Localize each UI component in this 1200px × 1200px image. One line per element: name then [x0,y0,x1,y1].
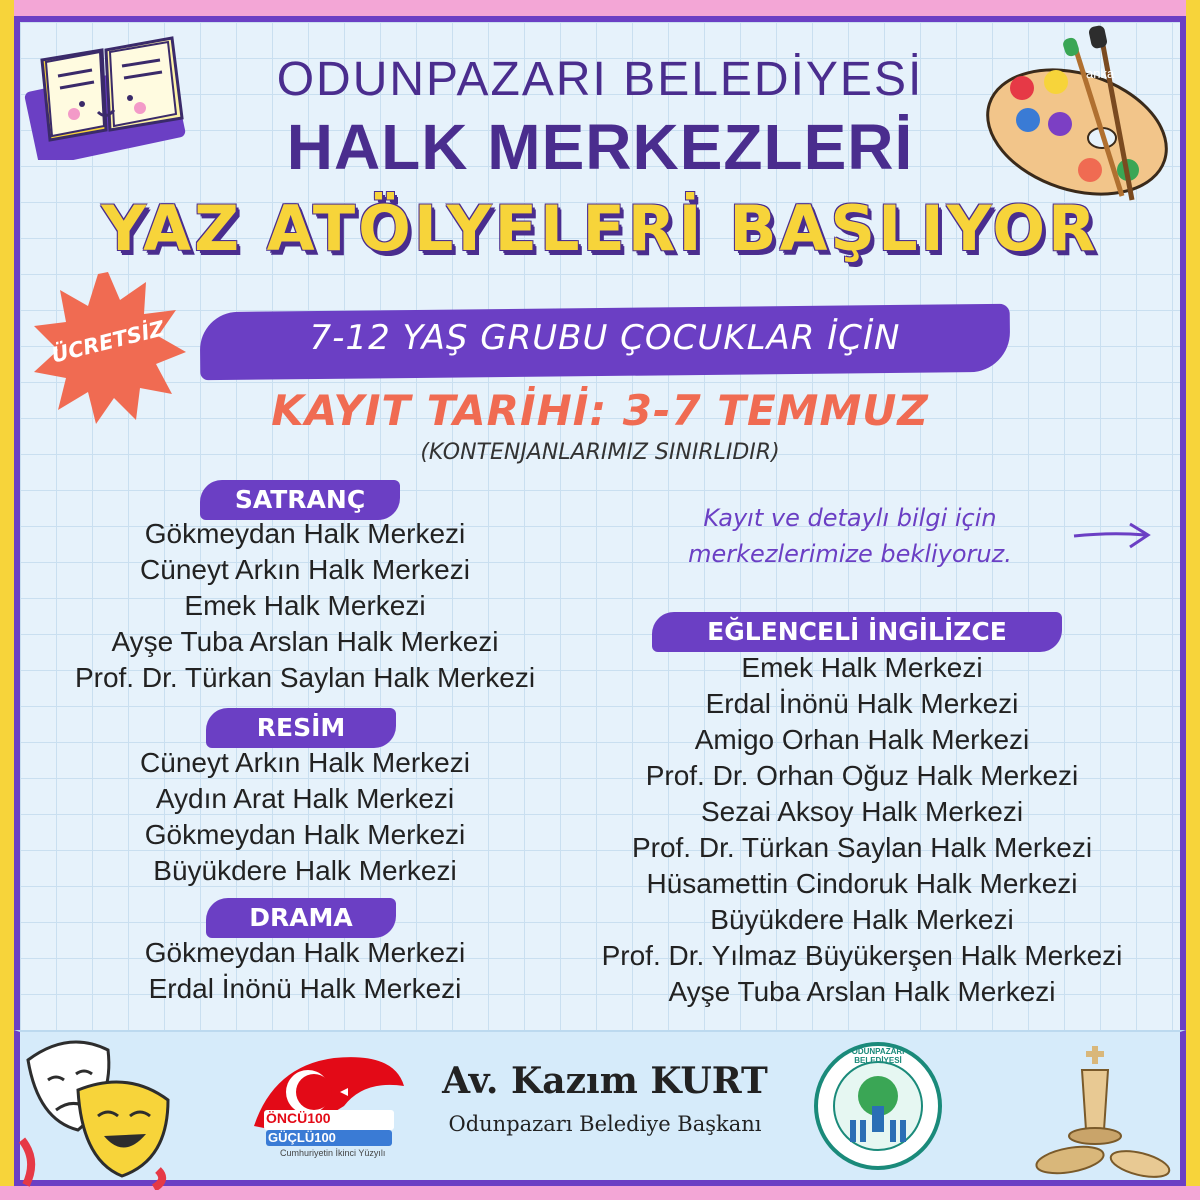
age-group-text: 7-12 YAŞ GRUBU ÇOCUKLAR İÇİN [309,318,901,358]
painting-centers-list [30,745,580,889]
list-item: Hüsamettin Cindoruk Halk Merkezi [646,868,1078,899]
list-item: Ayşe Tuba Arslan Halk Merkezi [111,626,499,657]
arrow-right-icon [1072,520,1152,550]
english-centers-list [570,650,1154,1010]
frame-top [0,0,1200,16]
centennial-line-2: GÜÇLÜ100 [268,1130,336,1145]
list-item: Prof. Dr. Orhan Oğuz Halk Merkezi [645,760,1079,791]
list-item: Sezai Aksoy Halk Merkezi [700,796,1024,827]
centennial-line-3: Cumhuriyetin İkinci Yüzyılı [280,1148,386,1158]
summer-workshops-title: YAZ ATÖLYELERİ BAŞLIYOR [101,192,1099,265]
list-item: Gökmeydan Halk Merkezi [144,819,466,850]
drama-section-title: DRAMA [206,898,396,938]
list-item: Emek Halk Merkezi [741,652,983,683]
chess-section-title: SATRANÇ [200,480,400,520]
list-item: Erdal İnönü Halk Merkezi [705,688,1019,719]
community-centers-title: HALK MERKEZLERİ [286,111,914,183]
drama-centers-list [30,935,580,1007]
list-item: Aydın Arat Halk Merkezi [155,783,455,814]
list-item: Prof. Dr. Türkan Saylan Halk Merkezi [74,662,536,693]
list-item: Gökmeydan Halk Merkezi [144,518,466,549]
frame-bottom [0,1186,1200,1200]
list-item: Cüneyt Arkın Halk Merkezi [140,554,470,585]
list-item: Erdal İnönü Halk Merkezi [148,973,462,1004]
municipality-logo-text: ODUNPAZARI BELEDİYESİ [851,1047,905,1065]
list-item: Prof. Dr. Yılmaz Büyükerşen Halk Merkezi [601,940,1123,971]
watermark: anka [1086,66,1115,81]
mayor-name: Av. Kazım KURT [442,1060,768,1102]
mayor-title: Odunpazarı Belediye Başkanı [448,1112,762,1136]
list-item: Prof. Dr. Türkan Saylan Halk Merkezi [631,832,1093,863]
list-item: Büyükdere Halk Merkezi [710,904,1014,935]
capacity-note: (KONTENJANLARIMIZ SINIRLIDIR) [420,440,780,465]
list-item: Amigo Orhan Halk Merkezi [694,724,1030,755]
list-item: Emek Halk Merkezi [184,590,426,621]
municipality-title: ODUNPAZARI BELEDİYESİ [276,53,924,106]
list-item: Cüneyt Arkın Halk Merkezi [140,747,470,778]
list-item: Büyükdere Halk Merkezi [153,855,457,886]
free-badge-label: ÜCRETSİZ [49,316,167,368]
info-note [640,500,1060,572]
list-item: Ayşe Tuba Arslan Halk Merkezi [668,976,1056,1007]
theater-masks-icon [18,1020,178,1190]
chess-centers-list [30,516,580,696]
centennial-line-1: ÖNCÜ100 [266,1110,331,1126]
registration-dates: KAYIT TARİHİ: 3-7 TEMMUZ [271,386,929,435]
info-line-2: merkezlerimize bekliyoruz. [688,540,1012,568]
footer-band [14,1030,1186,1186]
chess-pieces-icon [1030,1040,1180,1185]
info-line-1: Kayıt ve detaylı bilgi için [703,504,997,532]
english-section-title: EĞLENCELİ İNGİLİZCE [652,612,1062,652]
list-item: Gökmeydan Halk Merkezi [144,937,466,968]
painting-section-title: RESİM [206,708,396,748]
